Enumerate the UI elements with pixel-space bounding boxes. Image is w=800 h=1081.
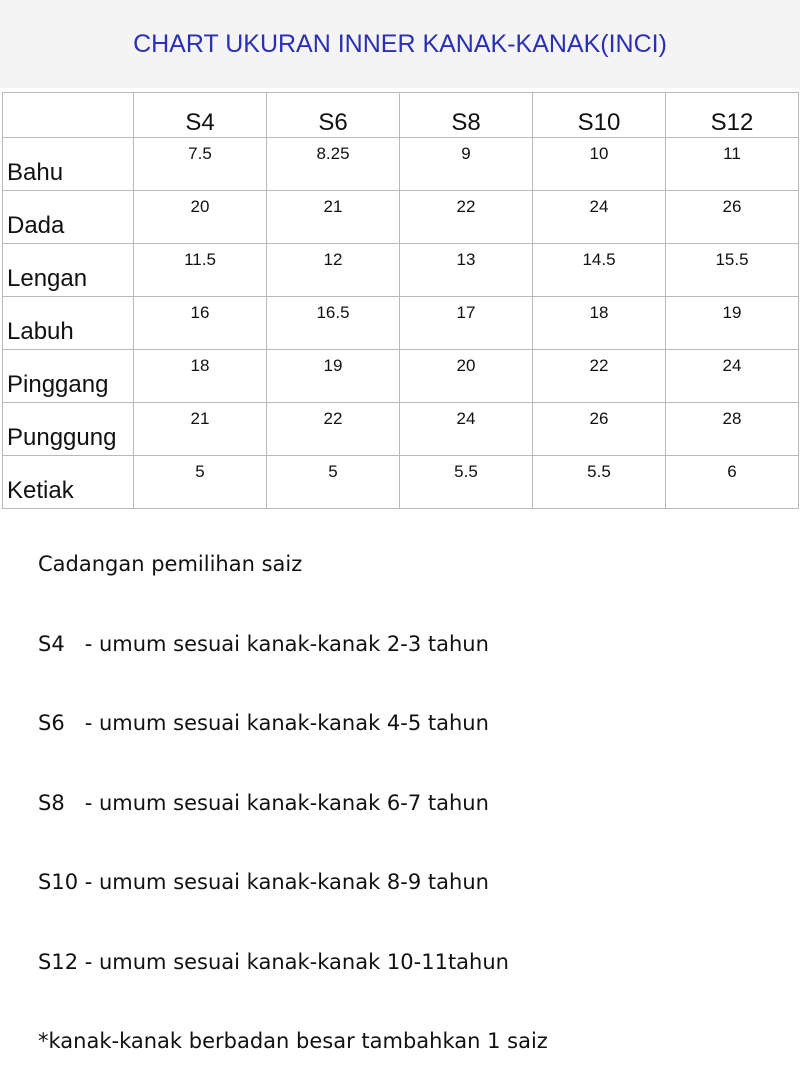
- table-cell: 22: [400, 191, 533, 244]
- size-header-s4: S4: [134, 93, 267, 138]
- table-cell: 19: [666, 297, 799, 350]
- row-label-dada: Dada: [3, 191, 134, 244]
- table-cell: 24: [400, 403, 533, 456]
- notes-footnote: *kanak-kanak berbadan besar tambahkan 1 saiz: [38, 1029, 548, 1053]
- table-cell: 5.5: [533, 456, 666, 509]
- table-cell: 24: [666, 350, 799, 403]
- table-row: [3, 350, 799, 403]
- table-cell: 20: [400, 350, 533, 403]
- table-cell: 14.5: [533, 244, 666, 297]
- table-cell: 17: [400, 297, 533, 350]
- table-row: [3, 297, 799, 350]
- row-label-bahu: Bahu: [3, 138, 134, 191]
- table-cell: 10: [533, 138, 666, 191]
- table-cell: 6: [666, 456, 799, 509]
- table-cell: 5: [134, 456, 267, 509]
- size-header-s12: S12: [666, 93, 799, 138]
- notes-line: S4 - umum sesuai kanak-kanak 2-3 tahun: [38, 631, 489, 656]
- table-row: [3, 244, 799, 297]
- table-cell: 26: [666, 191, 799, 244]
- notes-line: S10 - umum sesuai kanak-kanak 8-9 tahun: [38, 870, 489, 894]
- table-cell: 24: [533, 191, 666, 244]
- row-label-ketiak: Ketiak: [3, 456, 134, 509]
- size-chart-table: [2, 92, 799, 509]
- table-cell: 9: [400, 138, 533, 191]
- table-cell: 11.5: [134, 244, 267, 297]
- table-cell: 13: [400, 244, 533, 297]
- table-row: [3, 138, 799, 191]
- table-row: [3, 191, 799, 244]
- row-label-lengan: Lengan: [3, 244, 134, 297]
- table-cell: 5: [267, 456, 400, 509]
- table-cell: 21: [267, 191, 400, 244]
- table-cell: 7.5: [134, 138, 267, 191]
- table-cell: 19: [267, 350, 400, 403]
- notes-line: S6 - umum sesuai kanak-kanak 4-5 tahun: [38, 711, 489, 735]
- size-recommendation-notes: [38, 498, 548, 1081]
- table-cell: 5.5: [400, 456, 533, 509]
- table-cell: 22: [533, 350, 666, 403]
- table-cell: 16: [134, 297, 267, 350]
- table-cell: 12: [267, 244, 400, 297]
- table-cell: 28: [666, 403, 799, 456]
- size-header-s10: S10: [533, 93, 666, 138]
- table-cell: 18: [134, 350, 267, 403]
- row-label-labuh: Labuh: [3, 297, 134, 350]
- chart-title: CHART UKURAN INNER KANAK-KANAK(INCI): [133, 30, 667, 58]
- size-header-s6: S6: [267, 93, 400, 138]
- row-label-punggung: Punggung: [3, 403, 134, 456]
- notes-heading: Cadangan pemilihan saiz: [38, 552, 303, 576]
- table-cell: 8.25: [267, 138, 400, 191]
- table-cell: 18: [533, 297, 666, 350]
- table-cell: 21: [134, 403, 267, 456]
- table-cell: 16.5: [267, 297, 400, 350]
- table-row: [3, 403, 799, 456]
- table-cell: 26: [533, 403, 666, 456]
- row-label-pinggang: Pinggang: [3, 350, 134, 403]
- table-cell: 11: [666, 138, 799, 191]
- notes-line: S12 - umum sesuai kanak-kanak 10-11tahun: [38, 949, 509, 974]
- notes-line: S8 - umum sesuai kanak-kanak 6-7 tahun: [38, 790, 489, 815]
- table-cell: 22: [267, 403, 400, 456]
- table-cell: 15.5: [666, 244, 799, 297]
- corner-cell: [3, 93, 134, 138]
- table-header-row: [3, 93, 799, 138]
- size-header-s8: S8: [400, 93, 533, 138]
- table-cell: 20: [134, 191, 267, 244]
